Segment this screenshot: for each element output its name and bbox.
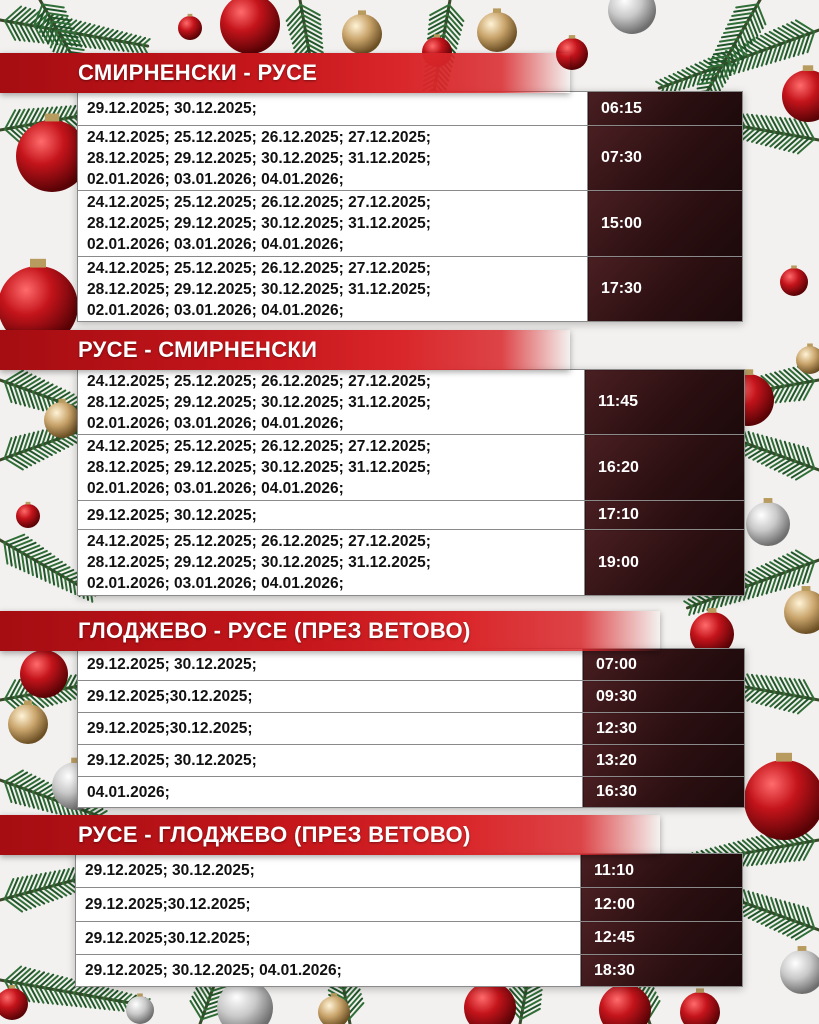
- departure-time: 16:20: [585, 435, 745, 501]
- christmas-ornament-icon: [784, 586, 819, 634]
- departure-time: 07:00: [583, 649, 745, 681]
- departure-dates: [78, 530, 585, 596]
- route-title: РУСЕ - ГЛОДЖЕВО (ПРЕЗ ВЕТОВО): [78, 822, 471, 847]
- table-row: [78, 435, 745, 501]
- date-line: 28.12.2025; 29.12.2025; 30.12.2025; 31.12.2025;: [87, 393, 431, 411]
- date-line: 28.12.2025; 29.12.2025; 30.12.2025; 31.12.2025;: [87, 149, 431, 167]
- table-row: [76, 888, 743, 922]
- departure-time: 12:30: [583, 713, 745, 745]
- christmas-ornament-icon: [178, 14, 202, 40]
- departure-dates: [76, 922, 581, 955]
- date-line: 28.12.2025; 29.12.2025; 30.12.2025; 31.12.2025;: [87, 459, 431, 476]
- date-line: 24.12.2025; 25.12.2025; 26.12.2025; 27.12.2025;: [87, 128, 431, 146]
- date-line: 29.12.2025;30.12.2025;: [87, 688, 253, 705]
- date-line: 28.12.2025; 29.12.2025; 30.12.2025; 31.12.2025;: [87, 215, 431, 232]
- date-line: 29.12.2025; 30.12.2025;: [87, 100, 257, 117]
- departure-dates: [78, 257, 588, 322]
- table-row: [76, 955, 743, 987]
- route-banner: [0, 611, 660, 651]
- table-row: [78, 745, 745, 777]
- table-row: [78, 777, 745, 808]
- departure-time: 13:20: [583, 745, 745, 777]
- departure-time: 17:10: [585, 501, 745, 530]
- table-row: [76, 922, 743, 955]
- departure-time: 17:30: [588, 257, 743, 322]
- date-line: 29.12.2025;30.12.2025;: [85, 929, 251, 947]
- date-line: 24.12.2025; 25.12.2025; 26.12.2025; 27.12.2025;: [87, 372, 431, 390]
- date-line: 29.12.2025; 30.12.2025; 04.01.2026;: [85, 962, 342, 979]
- christmas-ornament-icon: [796, 343, 819, 374]
- table-row: [78, 370, 745, 435]
- christmas-ornament-icon: [16, 502, 40, 528]
- table-row: [78, 501, 745, 530]
- date-line: 02.01.2026; 03.01.2026; 04.01.2026;: [87, 236, 344, 253]
- date-line: 02.01.2026; 03.01.2026; 04.01.2026;: [87, 575, 344, 592]
- departure-dates: [78, 649, 583, 681]
- date-line: 02.01.2026; 03.01.2026; 04.01.2026;: [87, 170, 344, 188]
- date-line: 02.01.2026; 03.01.2026; 04.01.2026;: [87, 301, 344, 319]
- christmas-ornament-icon: [780, 265, 808, 296]
- departure-time: 09:30: [583, 681, 745, 713]
- departure-dates: [76, 955, 581, 987]
- christmas-ornament-icon: [20, 646, 68, 698]
- christmas-ornament-icon: [746, 498, 790, 546]
- date-line: 02.01.2026; 03.01.2026; 04.01.2026;: [87, 480, 344, 497]
- departure-time: 12:45: [581, 922, 743, 955]
- departure-dates: [78, 92, 588, 126]
- date-line: 29.12.2025; 30.12.2025;: [87, 506, 257, 524]
- christmas-ornament-icon: [608, 0, 656, 34]
- date-line: 24.12.2025; 25.12.2025; 26.12.2025; 27.12.2025;: [87, 259, 431, 277]
- departure-time: 18:30: [581, 955, 743, 987]
- schedule-table: [77, 648, 745, 808]
- departure-dates: [78, 501, 585, 530]
- departure-time: 11:45: [585, 370, 745, 435]
- table-row: [78, 257, 743, 322]
- departure-dates: [78, 713, 583, 745]
- date-line: 28.12.2025; 29.12.2025; 30.12.2025; 31.12.2025;: [87, 554, 431, 571]
- route-banner: [0, 330, 570, 370]
- departure-time: 16:30: [583, 777, 745, 808]
- date-line: 24.12.2025; 25.12.2025; 26.12.2025; 27.12.2025;: [87, 533, 431, 550]
- departure-dates: [78, 681, 583, 713]
- table-row: [78, 92, 743, 126]
- table-row: [78, 530, 745, 596]
- departure-dates: [78, 126, 588, 191]
- departure-time: 07:30: [588, 126, 743, 191]
- date-line: 04.01.2026;: [87, 783, 170, 801]
- schedule-table: [75, 853, 743, 987]
- departure-time: 06:15: [588, 92, 743, 126]
- date-line: 29.12.2025;30.12.2025;: [85, 896, 251, 913]
- date-line: 29.12.2025;30.12.2025;: [87, 720, 253, 737]
- table-row: [76, 854, 743, 888]
- table-row: [78, 681, 745, 713]
- christmas-ornament-icon: [680, 988, 720, 1024]
- table-row: [78, 649, 745, 681]
- date-line: 24.12.2025; 25.12.2025; 26.12.2025; 27.12.2025;: [87, 194, 431, 211]
- date-line: 24.12.2025; 25.12.2025; 26.12.2025; 27.12.2025;: [87, 438, 431, 455]
- christmas-ornament-icon: [220, 0, 280, 54]
- table-row: [78, 191, 743, 257]
- christmas-ornament-icon: [744, 753, 819, 840]
- departure-dates: [78, 745, 583, 777]
- departure-time: 15:00: [588, 191, 743, 257]
- christmas-ornament-icon: [477, 8, 517, 52]
- departure-dates: [78, 435, 585, 501]
- route-banner: [0, 815, 660, 855]
- christmas-ornament-icon: [780, 946, 819, 994]
- departure-dates: [76, 888, 581, 922]
- table-row: [78, 126, 743, 191]
- pine-branch-icon: [0, 7, 150, 54]
- date-line: 28.12.2025; 29.12.2025; 30.12.2025; 31.12.2025;: [87, 280, 431, 298]
- departure-time: 11:10: [581, 854, 743, 888]
- christmas-ornament-icon: [342, 10, 382, 54]
- departure-dates: [76, 854, 581, 888]
- christmas-ornament-icon: [782, 65, 819, 122]
- route-banner: [0, 53, 570, 93]
- date-line: 29.12.2025; 30.12.2025;: [85, 862, 255, 879]
- route-title: РУСЕ - СМИРНЕНСКИ: [78, 337, 318, 362]
- departure-dates: [78, 777, 583, 808]
- departure-time: 19:00: [585, 530, 745, 596]
- schedule-table: [77, 369, 745, 596]
- departure-dates: [78, 370, 585, 435]
- departure-dates: [78, 191, 588, 257]
- date-line: 02.01.2026; 03.01.2026; 04.01.2026;: [87, 414, 344, 432]
- departure-time: 12:00: [581, 888, 743, 922]
- date-line: 29.12.2025; 30.12.2025;: [87, 752, 257, 769]
- schedule-table: [77, 91, 743, 322]
- route-title: СМИРНЕНСКИ - РУСЕ: [78, 60, 318, 85]
- route-title: ГЛОДЖЕВО - РУСЕ (ПРЕЗ ВЕТОВО): [78, 618, 471, 643]
- table-row: [78, 713, 745, 745]
- date-line: 29.12.2025; 30.12.2025;: [87, 656, 257, 673]
